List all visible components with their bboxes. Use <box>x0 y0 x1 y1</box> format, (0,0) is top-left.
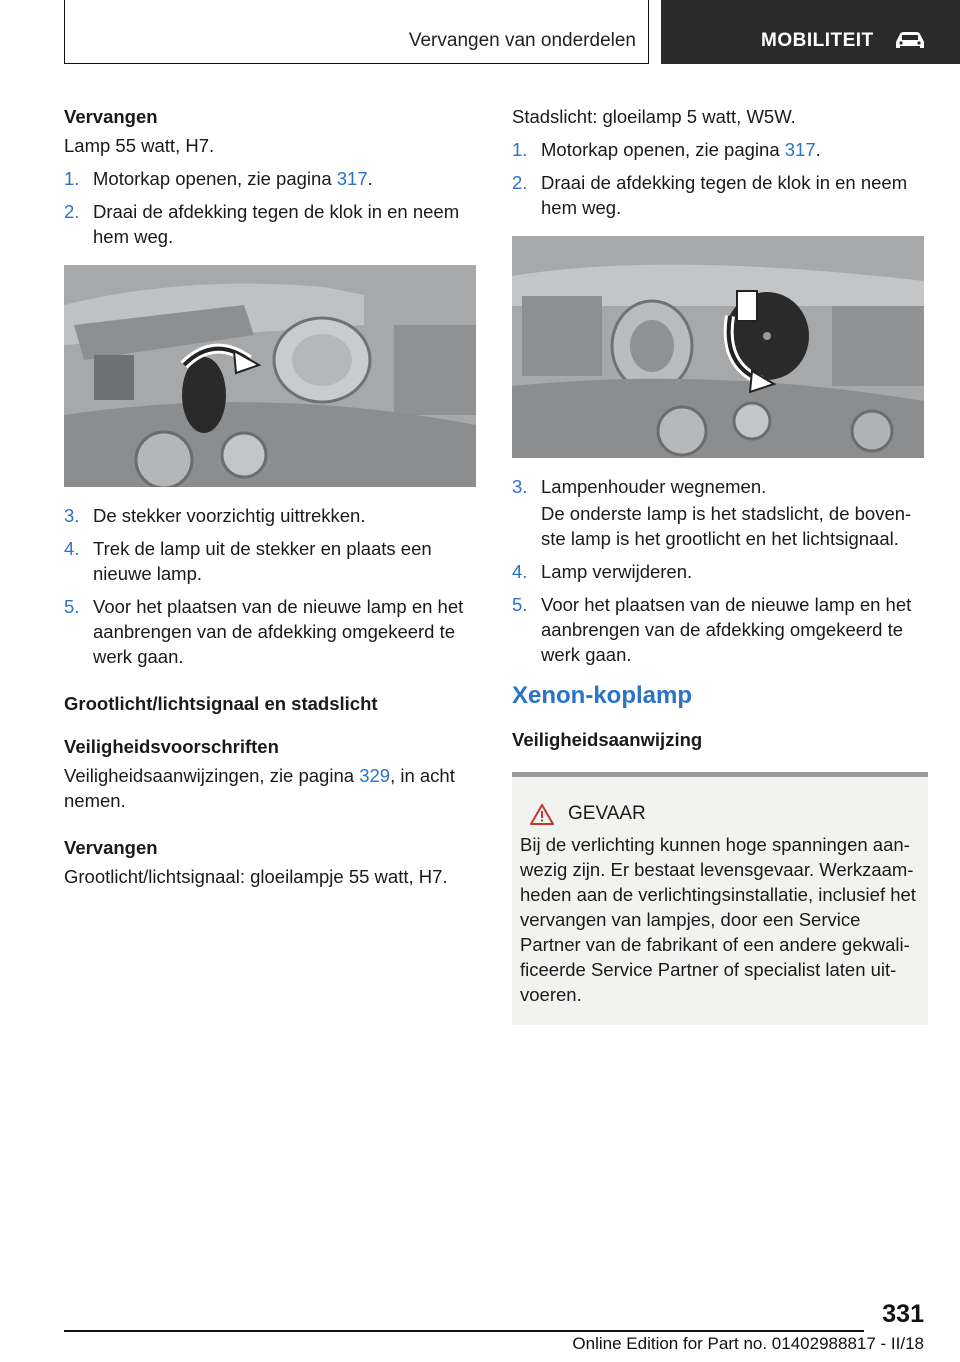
step-number: 5. <box>64 596 80 617</box>
step-number: 4. <box>64 538 80 559</box>
step-text: Lampenhouder wegnemen. <box>541 476 767 497</box>
heading-veiligheidsaanwijzing: Veiligheidsaanwijzing <box>512 729 703 750</box>
warning-triangle-icon <box>530 803 554 825</box>
step-number: 3. <box>64 505 80 526</box>
heading-xenon-koplamp: Xenon-koplamp <box>512 682 693 709</box>
list-item <box>64 536 476 586</box>
step-text: Motorkap openen, zie pagina <box>541 139 785 160</box>
veiligheid-text <box>64 763 476 813</box>
car-icon <box>893 29 927 51</box>
step-number: 3. <box>512 476 528 497</box>
step-text: Draai de afdekking tegen de klok in en neem hem weg. <box>93 201 460 247</box>
step-text-end: . <box>815 139 821 160</box>
list-item <box>64 199 476 249</box>
chapter-title: MOBILITEIT <box>761 30 874 51</box>
left-column <box>64 104 476 897</box>
step-subtext: De onderste lamp is het stadslicht, de boven-ste lamp is het grootlicht en het lichtsignaal. <box>541 503 912 549</box>
header-chapter-tab <box>661 0 960 64</box>
page-link-317[interactable]: 317 <box>336 168 368 189</box>
step-number: 4. <box>512 561 528 582</box>
list-item <box>512 170 924 220</box>
heading-vervangen: Vervangen <box>64 106 158 127</box>
step-number: 2. <box>512 172 528 193</box>
footer-edition: Online Edition for Part no. 01402988817 - II/18 <box>572 1334 924 1353</box>
list-item <box>64 166 476 191</box>
danger-warning-box <box>512 772 928 1025</box>
list-item <box>512 592 924 667</box>
heading-veiligheidsvoorschriften: Veiligheidsvoorschriften <box>64 736 279 757</box>
step-text: Draai de afdekking tegen de klok in en neem hem weg. <box>541 172 908 218</box>
right-column <box>512 104 924 1025</box>
step-number: 2. <box>64 201 80 222</box>
step-text: Trek de lamp uit de stekker en plaats een nieuwe lamp. <box>93 538 432 584</box>
step-number: 1. <box>512 139 528 160</box>
page-link-329[interactable]: 329 <box>359 765 391 786</box>
list-item <box>512 137 924 162</box>
warning-title: GEVAAR <box>568 803 646 824</box>
page-number: 331 <box>882 1300 924 1328</box>
heading-grootlicht: Grootlicht/lichtsignaal en stadslicht <box>64 693 378 714</box>
list-item <box>512 559 924 584</box>
warning-header <box>520 801 920 826</box>
step-text: Voor het plaatsen van de nieuwe lamp en het aanbrengen van de afdekking omgekeerd te werk gaan. <box>541 594 912 665</box>
headlight-stadslicht-figure <box>512 236 924 458</box>
headlight-cover-figure <box>64 265 476 487</box>
stadslicht-spec: Stadslicht: gloeilamp 5 watt, W5W. <box>512 106 796 127</box>
veiligheid-text-end: , in acht nemen. <box>64 765 455 811</box>
lamp-spec: Lamp 55 watt, H7. <box>64 135 215 156</box>
page-link-317[interactable]: 317 <box>784 139 816 160</box>
list-item <box>512 474 924 551</box>
step-text: De stekker voorzichtig uittrekken. <box>93 505 366 526</box>
list-item <box>64 594 476 669</box>
warning-text: Bij de verlichting kunnen hoge spanningen aan-wezig zijn. Er bestaat levensgevaar. Werkzaam-heden aan de verlichtingsinstallatie, inclusief het vervangen van lampjes, door een Service Partner van de fabrikant of een andere gekwali-ficeerde Service Partner of specialist laten uit-voeren. <box>520 834 916 1005</box>
header-section-box <box>64 0 649 64</box>
list-item <box>64 503 476 528</box>
step-text: Motorkap openen, zie pagina <box>93 168 337 189</box>
step-text: Voor het plaatsen van de nieuwe lamp en het aanbrengen van de afdekking omgekeerd te werk gaan. <box>93 596 464 667</box>
heading-vervangen-2: Vervangen <box>64 837 158 858</box>
footer-divider <box>64 1330 864 1332</box>
step-text-end: . <box>367 168 373 189</box>
grootlicht-spec: Grootlicht/lichtsignaal: gloeilampje 55 watt, H7. <box>64 866 448 887</box>
section-title: Vervangen van onderdelen <box>408 30 636 51</box>
veiligheid-text-start: Veiligheidsaanwijzingen, zie pagina <box>64 765 360 786</box>
step-number: 1. <box>64 168 80 189</box>
step-text: Lamp verwijderen. <box>541 561 693 582</box>
step-number: 5. <box>512 594 528 615</box>
